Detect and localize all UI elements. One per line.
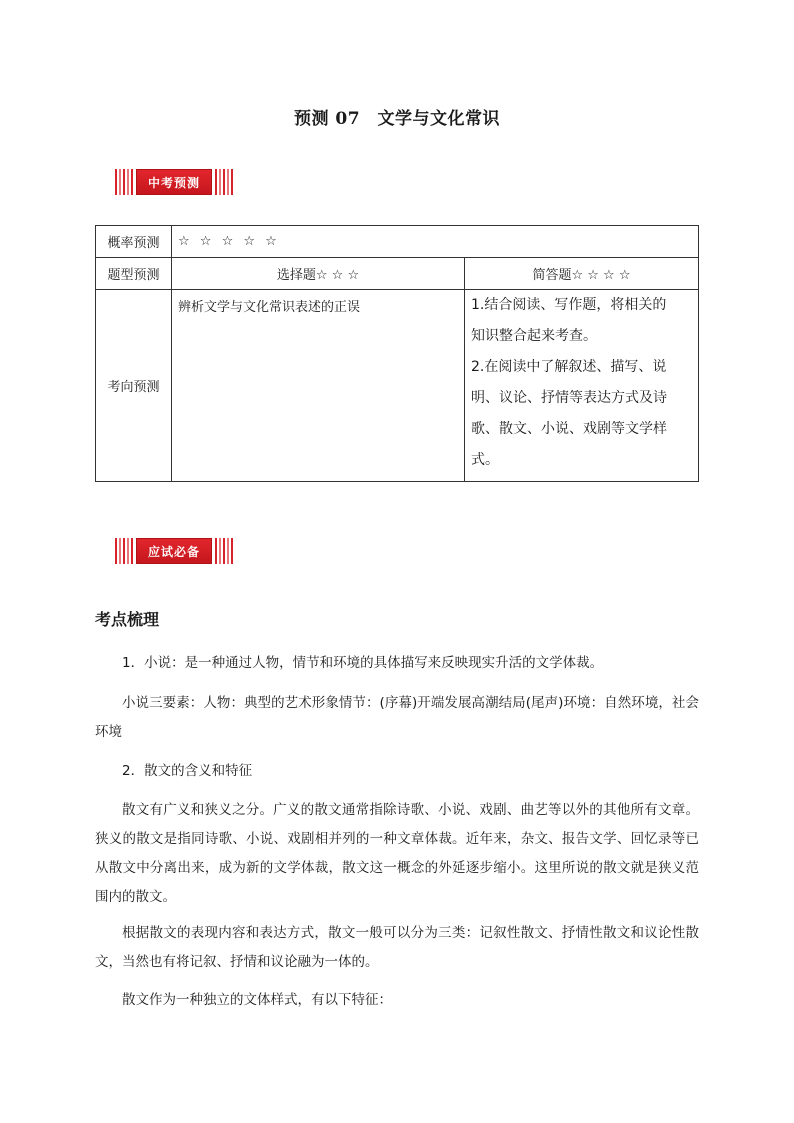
page-title: 预测 07 文学与文化常识 <box>293 109 501 129</box>
choice-question-cell: 选择题☆ ☆ ☆ <box>172 258 465 290</box>
banner-stripes-left <box>112 538 136 564</box>
prep-banner-label: 应试必备 <box>136 538 212 564</box>
probability-label: 概率预测 <box>96 226 172 258</box>
banner-stripes-right <box>212 538 236 564</box>
answer-line: 知识整合起来考查。 <box>471 328 597 344</box>
forecast-table <box>95 225 699 482</box>
answer-line: 明、议论、抒情等表达方式及诗 <box>471 390 667 406</box>
paragraph-1 <box>95 649 699 678</box>
answer-line: 式。 <box>471 452 499 468</box>
paragraph-text: 散文有广义和狭义之分。广义的散文通常指除诗歌、小说、戏剧、曲艺等以外的其他所有文章。狭义的散文是指同诗歌、小说、戏剧相并列的一种文章体裁。近年来，杂文、报告文学、回忆录等已从散文中分离出来，成为新的文学体裁，散文这一概念的外延逐步缩小。这里所说的散文就是狭义范围内的散文。 <box>95 802 699 905</box>
forecast-banner <box>112 169 236 195</box>
choice-direction-text: 辨析文学与文化常识表述的正误 <box>172 290 465 482</box>
paragraph-4 <box>95 796 699 912</box>
probability-stars: ☆ ☆ ☆ ☆ ☆ <box>172 226 699 258</box>
table-row <box>96 258 699 290</box>
paragraph-text: 1．小说：是一种通过人物，情节和环境的具体描写来反映现实升活的文学体裁。 <box>122 655 604 671</box>
question-type-label: 题型预测 <box>96 258 172 290</box>
prep-banner <box>112 538 236 564</box>
answer-line: 2.在阅读中了解叙述、描写、说 <box>471 359 667 375</box>
paragraph-2 <box>95 689 699 747</box>
paragraph-text: 2．散文的含义和特征 <box>122 763 253 779</box>
paragraph-text: 散文作为一种独立的文体样式，有以下特征： <box>122 992 392 1008</box>
paragraph-text: 根据散文的表现内容和表达方式，散文一般可以分为三类：记叙性散文、抒情性散文和议论性散文，当然也有将记叙、抒情和议论融为一体的。 <box>95 925 699 970</box>
paragraph-text: 小说三要素：人物：典型的艺术形象情节：(序幕)开端发展高潮结局(尾声)环境：自然环境，社会环境 <box>95 695 699 740</box>
paragraph-5 <box>95 919 699 977</box>
forecast-banner-label: 中考预测 <box>136 169 212 195</box>
answer-line: 歌、散文、小说、戏剧等文学样 <box>471 421 667 437</box>
table-row <box>96 226 699 258</box>
direction-label: 考向预测 <box>96 290 172 482</box>
section-heading: 考点梳理 <box>95 610 160 629</box>
answer-line: 1.结合阅读、写作题，将相关的 <box>471 297 667 313</box>
banner-stripes-left <box>112 169 136 195</box>
short-answer-cell: 简答题☆ ☆ ☆ ☆ <box>465 258 699 290</box>
paragraph-6 <box>95 986 699 1015</box>
banner-stripes-right <box>212 169 236 195</box>
table-row <box>96 290 699 482</box>
paragraph-3 <box>95 757 699 786</box>
short-answer-direction-text <box>465 290 699 482</box>
